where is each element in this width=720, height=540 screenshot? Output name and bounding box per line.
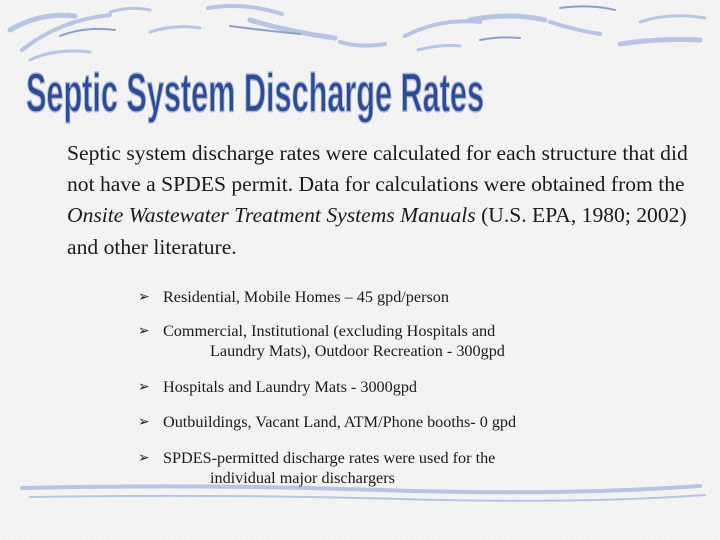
list-item [138,448,698,489]
intro-text-part2: (U.S. EPA, 1980; 2002) and other literature. [67,203,687,259]
arrow-bullet-icon: ➢ [138,378,150,395]
intro-text-part1: Septic system discharge rates were calculated for each structure that did not have a SPDES permit. Data for calculations were obtained from the [67,141,688,197]
slide-title [22,62,492,124]
intro-paragraph [67,138,697,263]
bullet-list [138,287,698,503]
list-item [138,287,698,308]
bullet-line1: Commercial, Institutional (excluding Hospitals and [163,321,496,340]
arrow-bullet-icon: ➢ [138,449,150,466]
bullet-line1: Outbuildings, Vacant Land, ATM/Phone booths- 0 gpd [163,413,517,431]
arrow-bullet-icon: ➢ [138,414,150,430]
bullet-line2: Laundry Mats), Outdoor Recreation - 300gpd [210,342,505,360]
bullet-line2: individual major dischargers [210,469,395,487]
intro-text-italic: Onsite Wastewater Treatment Systems Manuals [67,203,476,228]
arrow-bullet-icon: ➢ [138,322,150,339]
title-text: Septic System Discharge Rates [26,61,484,124]
list-item [138,377,698,398]
list-item [138,412,698,433]
list-item [138,321,698,362]
arrow-bullet-icon: ➢ [138,289,150,305]
bullet-line1: Hospitals and Laundry Mats - 3000gpd [163,377,418,396]
bullet-line1: SPDES-permitted discharge rates were used for the [163,448,496,467]
title-graphic [22,62,492,124]
bullet-line1: Residential, Mobile Homes – 45 gpd/person [163,288,449,306]
